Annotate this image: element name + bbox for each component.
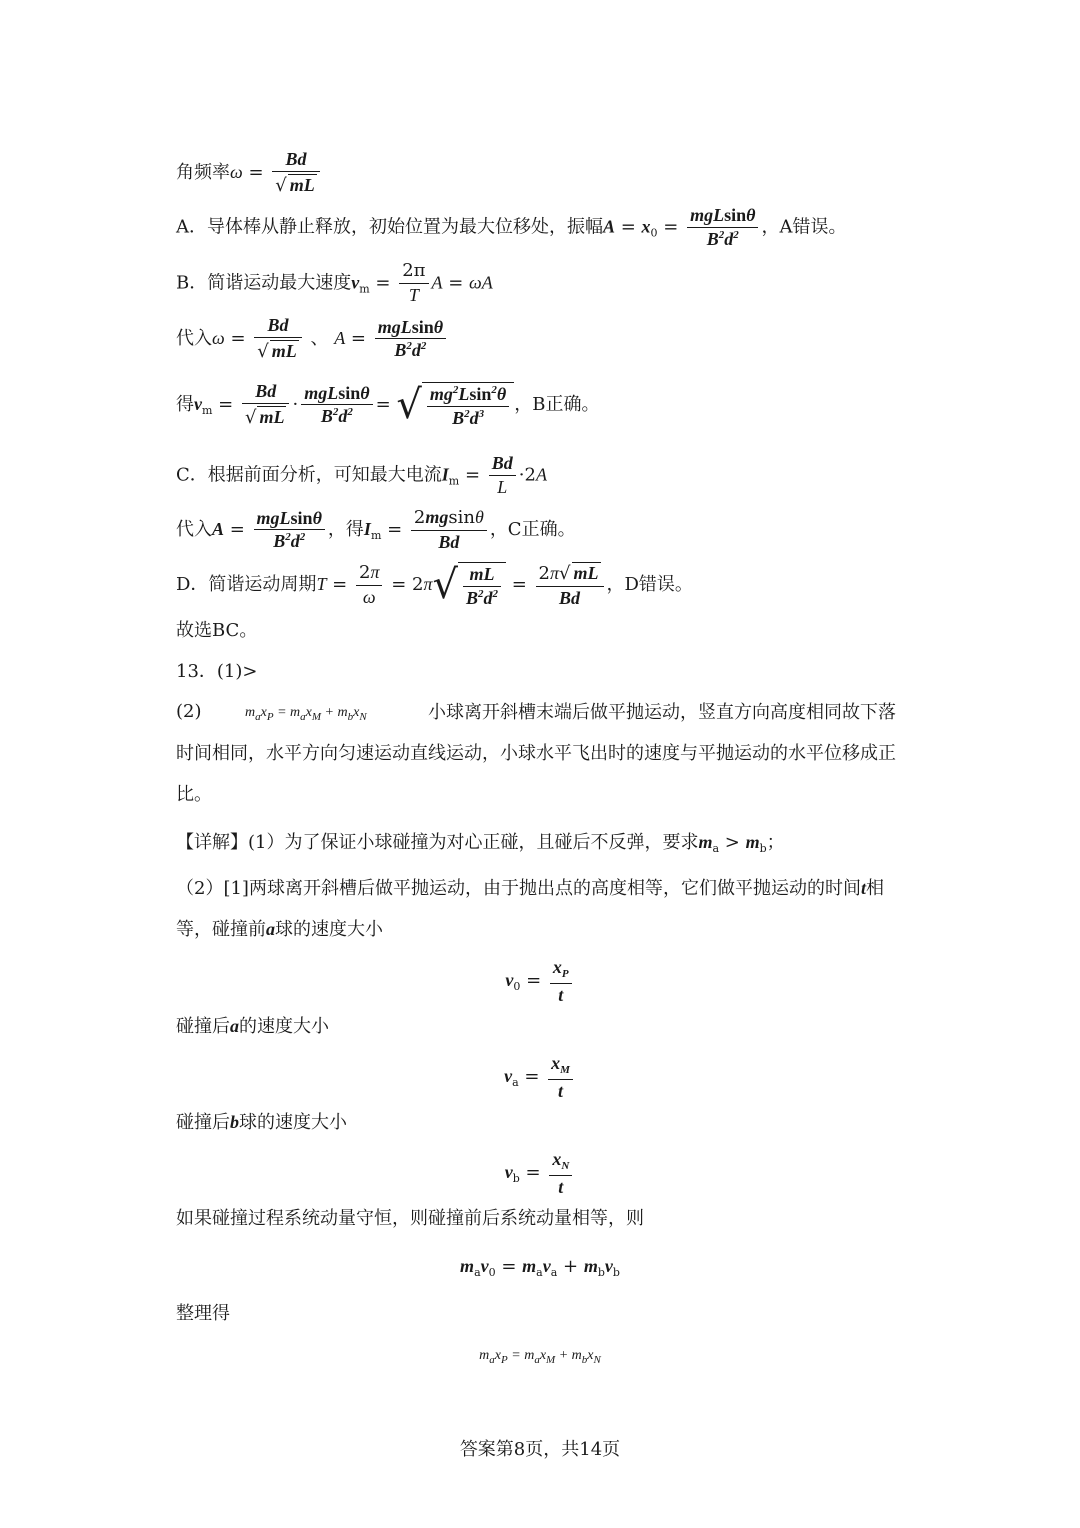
option-d-line: D．简谐运动周期T = $\frac{2\pi}{\omega}$ = 2π√ $\frac{mL}{B^2d^2}$ = $\frac{2\pi√ mL}{Bd}$ ，D错误。 <box>176 561 693 608</box>
after-b-line: 碰撞后b球的速度大小 <box>176 1112 347 1133</box>
momentum-equation: $m_av_0 = m_av_a + m_bv_b$ <box>460 1256 620 1279</box>
substitute-line-b: 代入ω = $\frac{Bd}{√ mL}$ 、 A = $\frac{\text{mgLsinθ}}{B^2d^2}$ <box>176 316 449 362</box>
choice-line: 故选BC。 <box>176 620 258 641</box>
omega-line: 角频率ω = $\frac{Bd}{√ mL}$ <box>176 150 323 196</box>
final-equation: $m_ax_P = m_ax_M + m_bx_N$ <box>479 1348 601 1366</box>
va-equation: $v_a$ = $\frac{x_M}{t}$ <box>0 1054 1080 1100</box>
vb-equation: $v_b$ = $\frac{x_N}{t}$ <box>0 1150 1080 1196</box>
tidy-line: 整理得 <box>176 1303 230 1324</box>
im-result-line: 代入A = $\frac{\text{mgLsinθ}}{B^2d^2}$ ，得$I_m$ = $\frac{2mgsin\theta}{Bd}$ ，C正确。 <box>176 507 576 552</box>
v0-equation: $v_0$ = $\frac{x_P}{t}$ <box>0 958 1080 1004</box>
page-footer: 答案第8页，共14页 <box>459 1439 621 1460</box>
after-a-line: 碰撞后a的速度大小 <box>176 1016 329 1037</box>
q13-part2-formula: $m_ax_P = m_ax_M + m_bx_N$ <box>245 705 367 723</box>
omega-fraction: $\frac{Bd}{√ mL}$ <box>272 150 319 196</box>
detail-line-2: （2）[1]两球离开斜槽后做平抛运动，由于抛出点的高度相等，它们做平抛运动的时间t相等，碰撞前a球的速度大小 <box>176 878 884 940</box>
option-b-line: B．简谐运动最大速度$v_m$ = $\frac{2\pi}{T}$ A = ωA <box>176 260 493 305</box>
detail-line-1: 【详解】(1）为了保证小球碰撞为对心正碰，且碰后不反弹，要求$m_a > m_b$； <box>176 832 785 855</box>
q13-part2-label: (2) <box>176 701 202 722</box>
option-a-line: A．导体棒从静止释放，初始位置为最大位移处，振幅$A = x_0$ = $\frac{\text{mgLsinθ}}{B^2d^2}$ ，A错误。 <box>176 205 847 249</box>
vm-result-line: 得$v_m$ = $\frac{Bd}{√ mL}$ · $\frac{\text{mgLsinθ}}{B^2d^2}$ = √ $\frac{mg^2Lsin^2\theta}{B^2d^3}$ ，B正确。 <box>176 381 600 428</box>
q13-part1: 13．(1)> <box>176 661 258 682</box>
conservation-line: 如果碰撞过程系统动量守恒，则碰撞前后系统动量相等，则 <box>176 1208 644 1229</box>
option-c-line: C．根据前面分析，可知最大电流$I_m$ = $\frac{Bd}{L}$ ·2A <box>176 453 547 497</box>
q13-part2-text: 小球离开斜槽末端后做平抛运动，竖直方向高度相同故下落时间相同，水平方向匀速运动直线运动，小球水平飞出时的速度与平抛运动的水平位移成正比。 <box>176 702 896 805</box>
